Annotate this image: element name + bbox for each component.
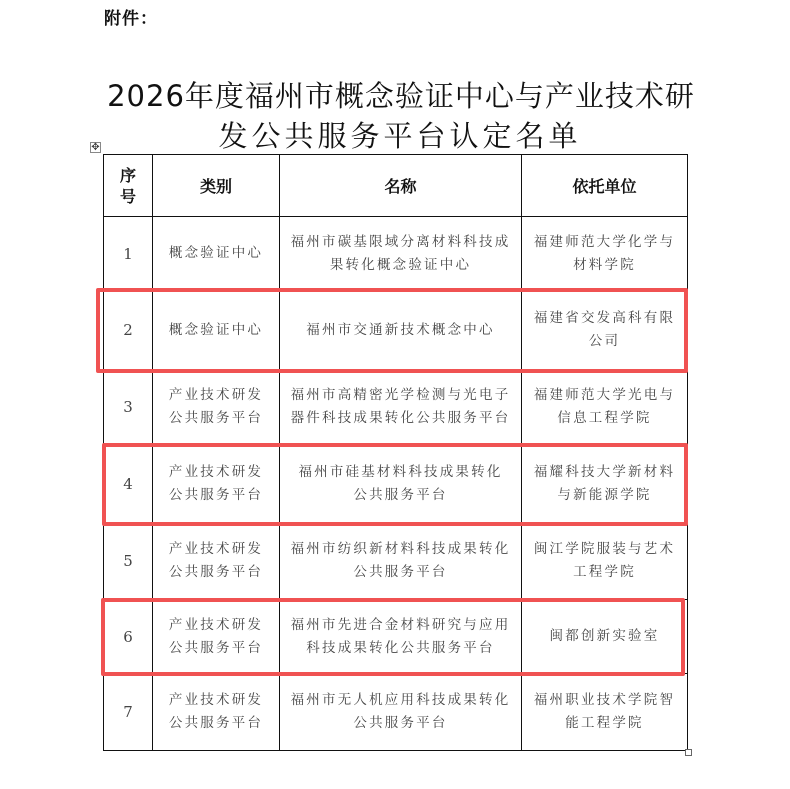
table-row xyxy=(104,600,688,674)
row-name-line-2: 器件科技成果转化公共服务平台 xyxy=(290,410,511,426)
row-seq: 2 xyxy=(104,291,153,370)
row-unit-line-2: 工程学院 xyxy=(573,564,636,580)
row-category-line-2: 公共服务平台 xyxy=(168,639,264,656)
row-seq: 5 xyxy=(104,523,153,600)
row-unit xyxy=(522,445,688,523)
recognition-list-table xyxy=(103,154,688,751)
row-name-line-2: 公共服务平台 xyxy=(353,564,448,580)
row-unit xyxy=(522,291,688,370)
row-unit xyxy=(522,217,688,291)
row-unit-line-1: 福州职业技术学院智 xyxy=(533,692,676,708)
row-name-line-2: 公共服务平台 xyxy=(353,715,448,731)
row-category xyxy=(153,523,280,600)
row-unit xyxy=(522,523,688,600)
row-name-line-1: 福州市碳基限域分离材料科技成 xyxy=(290,233,511,250)
row-category: 概念验证中心 xyxy=(153,291,280,370)
row-category xyxy=(153,445,280,523)
row-name-line-1: 福州市先进合金材料研究与应用 xyxy=(290,616,511,633)
row-category xyxy=(153,674,280,751)
row-unit xyxy=(522,674,688,751)
row-unit-line-1: 福建师范大学化学与 xyxy=(533,233,676,250)
table-row xyxy=(104,445,688,523)
row-category: 概念验证中心 xyxy=(153,217,280,291)
row-unit-line-2: 公司 xyxy=(588,333,621,349)
row-seq: 6 xyxy=(104,600,153,674)
document-title-line-2: 发公共服务平台认定名单 xyxy=(218,119,582,153)
row-category-line-1: 产业技术研发 xyxy=(168,541,264,557)
header-seq-line-1: 序 xyxy=(119,165,136,185)
row-name-line-1: 福州市交通新技术概念中心 xyxy=(306,321,495,338)
row-name-line-1: 福州市硅基材料科技成果转化 xyxy=(298,463,503,480)
row-unit-line-1: 福建师范大学光电与 xyxy=(533,387,676,403)
row-category-line-2: 公共服务平台 xyxy=(168,715,264,731)
row-category-line-1: 产业技术研发 xyxy=(168,463,264,480)
table-header-row xyxy=(104,155,688,217)
table-row xyxy=(104,370,688,445)
row-name xyxy=(280,291,522,370)
row-unit xyxy=(522,370,688,445)
row-name-line-1: 福州市高精密光学检测与光电子 xyxy=(290,387,511,403)
row-name-line-1: 福州市纺织新材料科技成果转化 xyxy=(290,541,511,557)
header-seq-line-2: 号 xyxy=(119,186,136,206)
row-name xyxy=(280,523,522,600)
row-unit xyxy=(522,600,688,674)
row-unit-line-1: 福建省交发高科有限 xyxy=(533,310,676,326)
row-unit-line-2: 与新能源学院 xyxy=(557,486,652,503)
row-name-line-2: 果转化概念验证中心 xyxy=(329,256,472,273)
row-unit-line-2: 材料学院 xyxy=(573,256,636,273)
header-category: 类别 xyxy=(153,155,280,217)
row-category-line-1: 产业技术研发 xyxy=(168,616,264,633)
row-seq: 3 xyxy=(104,370,153,445)
row-name-line-2: 公共服务平台 xyxy=(353,486,448,503)
row-category xyxy=(153,600,280,674)
row-unit-line-1: 福耀科技大学新材料 xyxy=(533,463,676,480)
row-category-line-1: 产业技术研发 xyxy=(168,387,264,403)
row-category-line-2: 公共服务平台 xyxy=(168,486,264,503)
row-name xyxy=(280,600,522,674)
header-seq xyxy=(104,155,153,217)
attachment-label: 附件： xyxy=(104,9,158,29)
row-name xyxy=(280,674,522,751)
row-seq: 7 xyxy=(104,674,153,751)
table-row xyxy=(104,523,688,600)
resize-handle-icon[interactable] xyxy=(685,749,692,756)
header-unit: 依托单位 xyxy=(522,155,688,217)
row-seq: 4 xyxy=(104,445,153,523)
row-unit-line-1: 闽江学院服装与艺术 xyxy=(533,541,676,557)
row-unit-line-1: 闽都创新实验室 xyxy=(549,628,660,644)
row-category-line-2: 公共服务平台 xyxy=(168,410,264,426)
row-name xyxy=(280,370,522,445)
row-unit-line-2: 信息工程学院 xyxy=(557,410,652,426)
row-name xyxy=(280,217,522,291)
document-title-line-1: 2026年度福州市概念验证中心与产业技术研 xyxy=(107,79,695,113)
header-name: 名称 xyxy=(280,155,522,217)
table-row xyxy=(104,291,688,370)
move-icon[interactable]: ✥ xyxy=(91,142,100,153)
row-unit-line-2: 能工程学院 xyxy=(565,715,644,731)
row-category-line-1: 产业技术研发 xyxy=(168,692,264,708)
table-row xyxy=(104,217,688,291)
row-category-line-2: 公共服务平台 xyxy=(168,564,264,580)
row-category xyxy=(153,370,280,445)
row-name-line-1: 福州市无人机应用科技成果转化 xyxy=(290,692,511,708)
row-seq: 1 xyxy=(104,217,153,291)
row-name xyxy=(280,445,522,523)
row-name-line-2: 科技成果转化公共服务平台 xyxy=(306,639,495,656)
table-row xyxy=(104,674,688,751)
